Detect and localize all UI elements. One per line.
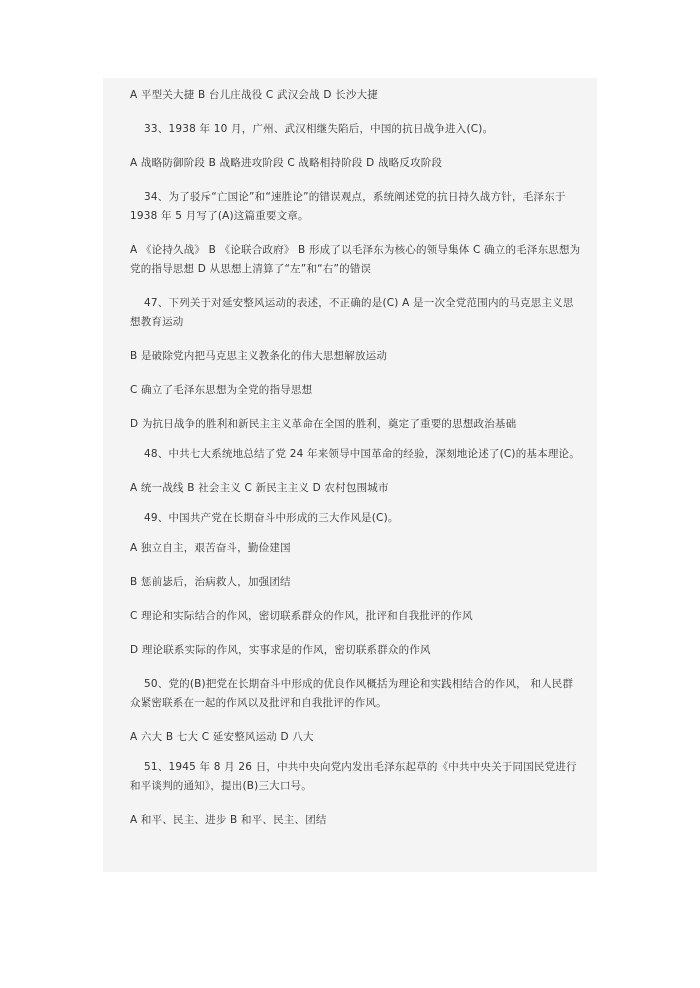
document-content — [130, 86, 582, 845]
answer-options-48: A 统一战线 B 社会主义 C 新民主主义 D 农村包围城市 — [130, 482, 389, 494]
question-48: 48、中共七大系统地总结了党 24 年来领导中国革命的经验，深刻地论述了(C)的基本理论。 — [144, 448, 580, 460]
question-34: 34、为了驳斥“亡国论”和“速胜论”的错误观点，系统阐述党的抗日持久战方针，毛泽东于 1938 年 5 月写了(A)这篇重要文章。 — [130, 191, 566, 222]
answer-option-47-d: D 为抗日战争的胜利和新民主主义革命在全国的胜利，奠定了重要的思想政治基础 — [130, 418, 517, 430]
question-33: 33、1938 年 10 月，广州、武汉相继失陷后，中国的抗日战争进入(C)。 — [144, 123, 494, 135]
question-49: 49、中国共产党在长期奋斗中形成的三大作风是(C)。 — [144, 512, 399, 524]
answer-option-49-d: D 理论联系实际的作风，实事求是的作风，密切联系群众的作风 — [130, 644, 431, 656]
answer-option-49-c: C 理论和实际结合的作风，密切联系群众的作风，批评和自我批评的作风 — [130, 610, 473, 622]
answer-option-49-a: A 独立自主，艰苦奋斗，勤俭建国 — [130, 542, 291, 554]
answer-options-32: A 平型关大捷 B 台儿庄战役 C 武汉会战 D 长沙大捷 — [130, 89, 378, 101]
answer-options-34: A 《论持久战》 B 《论联合政府》 B 形成了以毛泽东为核心的领导集体 C 确立的毛泽东思想为党的指导思想 D 从思想上清算了“左”和“右”的错误 — [130, 244, 581, 275]
answer-options-51: A 和平、民主、进步 B 和平、民主、团结 — [130, 814, 327, 826]
answer-options-33: A 战略防御阶段 B 战略进攻阶段 C 战略相持阶段 D 战略反攻阶段 — [130, 157, 443, 169]
answer-option-47-b: B 是破除党内把马克思主义教条化的伟大思想解放运动 — [130, 350, 388, 362]
answer-option-49-b: B 惩前毖后，治病救人，加强团结 — [130, 576, 291, 588]
question-51: 51、1945 年 8 月 26 日，中共中央向党内发出毛泽东起草的《中共中央关于同国民党进行和平谈判的通知》，提出(B)三大口号。 — [130, 761, 577, 792]
question-50: 50、党的(B)把党在长期奋斗中形成的优良作风概括为理论和实践相结合的作风， 和人民群众紧密联系在一起的作风以及批评和自我批评的作风。 — [130, 678, 574, 709]
question-47: 47、下列关于对延安整风运动的表述，不正确的是(C) A 是一次全党范围内的马克思主义思想教育运动 — [130, 297, 574, 328]
answer-option-47-c: C 确立了毛泽东思想为全党的指导思想 — [130, 384, 313, 396]
answer-options-50: A 六大 B 七大 C 延安整风运动 D 八大 — [130, 731, 314, 743]
